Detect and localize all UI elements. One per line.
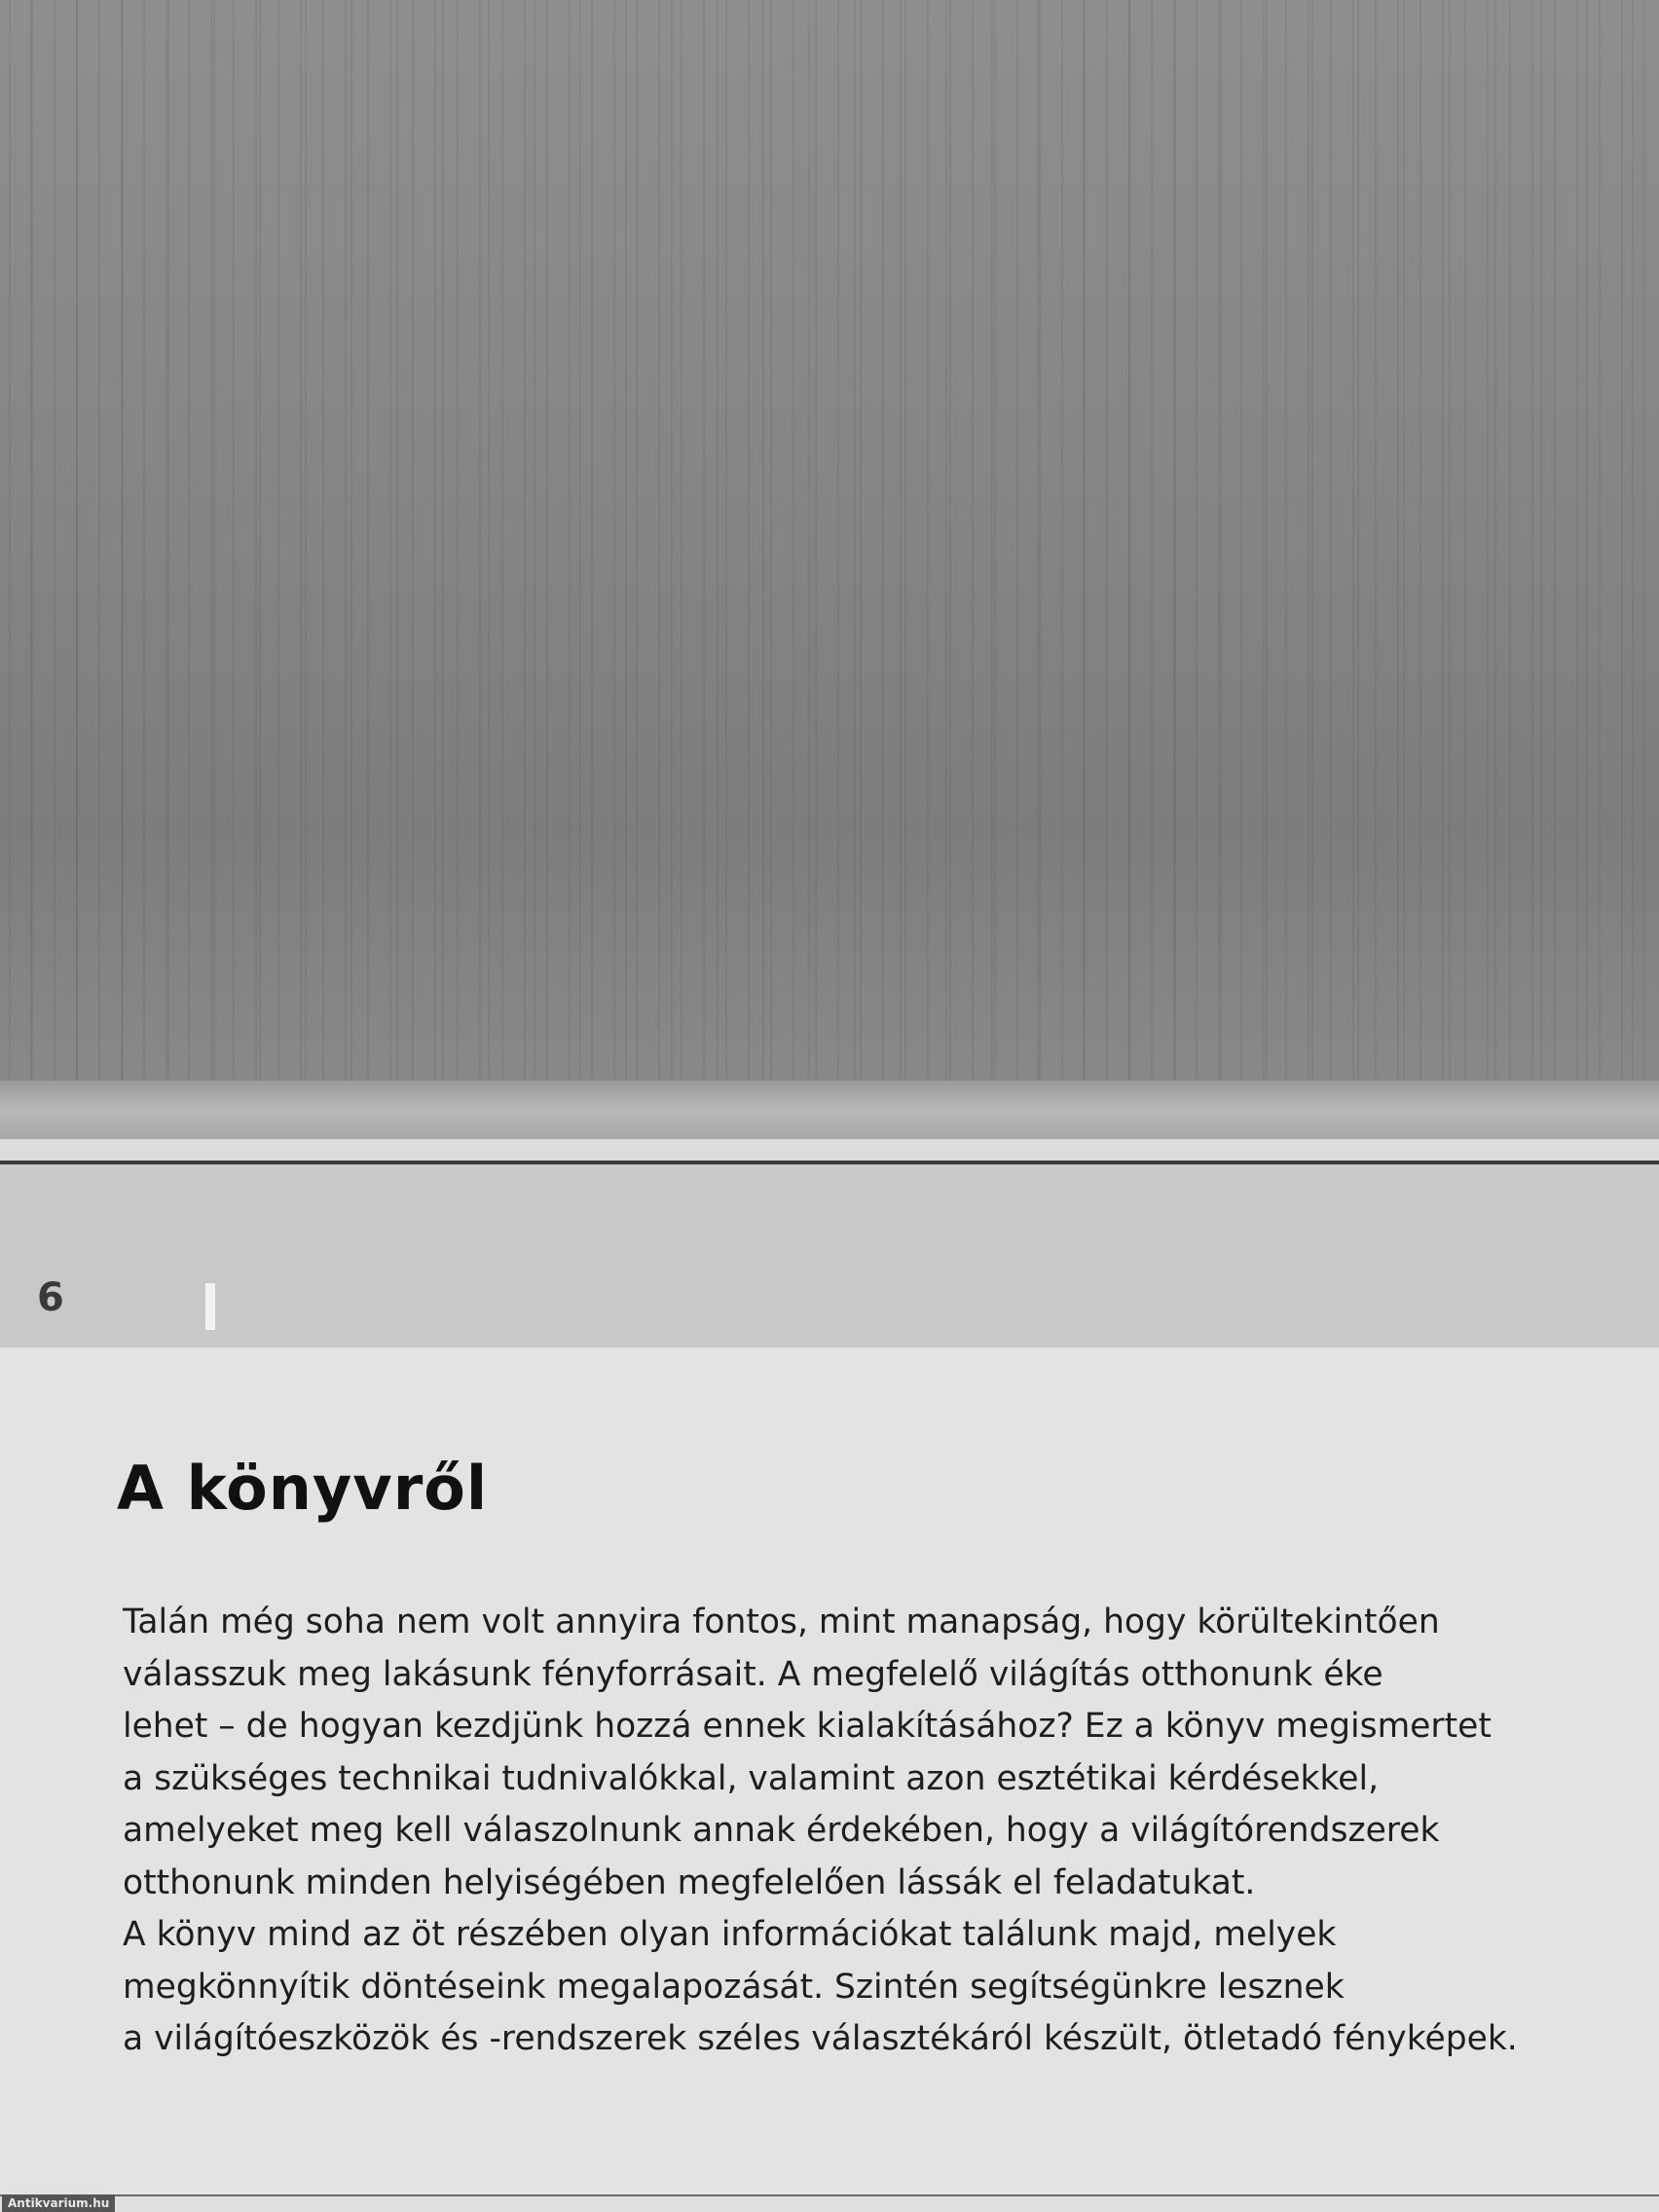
header-band xyxy=(0,1164,1659,1347)
body-line: a világítóeszközök és -rendszerek széles választékáról készült, ötletadó fényképek. xyxy=(123,2019,1518,2058)
body-line: válasszuk meg lakásunk fényforrásait. A megfelelő világítás otthonunk éke xyxy=(123,1654,1383,1694)
band-marker xyxy=(205,1283,215,1330)
body-line: megkönnyítik döntéseink megalapozását. Szintén segítségünkre lesznek xyxy=(123,1967,1345,2007)
body-paragraph xyxy=(123,1597,1641,2066)
page-number: 6 xyxy=(37,1275,64,1320)
body-line: A könyv mind az öt részében olyan információkat találunk majd, melyek xyxy=(123,1915,1337,1954)
body-line: a szükséges technikai tudnivalókkal, valamint azon esztétikai kérdésekkel, xyxy=(123,1758,1380,1798)
body-line: Talán még soha nem volt annyira fontos, mint manapság, hogy körültekintően xyxy=(123,1603,1440,1641)
body-line: otthonunk minden helyiségében megfelelően lássák el feladatukat. xyxy=(123,1862,1256,1902)
bottom-strip xyxy=(0,2196,1659,2212)
body-line: amelyeket meg kell válaszolnunk annak érdekében, hogy a világítórendszerek xyxy=(123,1811,1440,1850)
section-heading: A könyvről xyxy=(117,1453,489,1524)
watermark: Antikvarium.hu xyxy=(2,2194,115,2212)
photo-edge xyxy=(0,1081,1659,1139)
body-line: lehet – de hogyan kezdjünk hozzá ennek kialakításához? Ez a könyv megismertet xyxy=(123,1707,1492,1746)
